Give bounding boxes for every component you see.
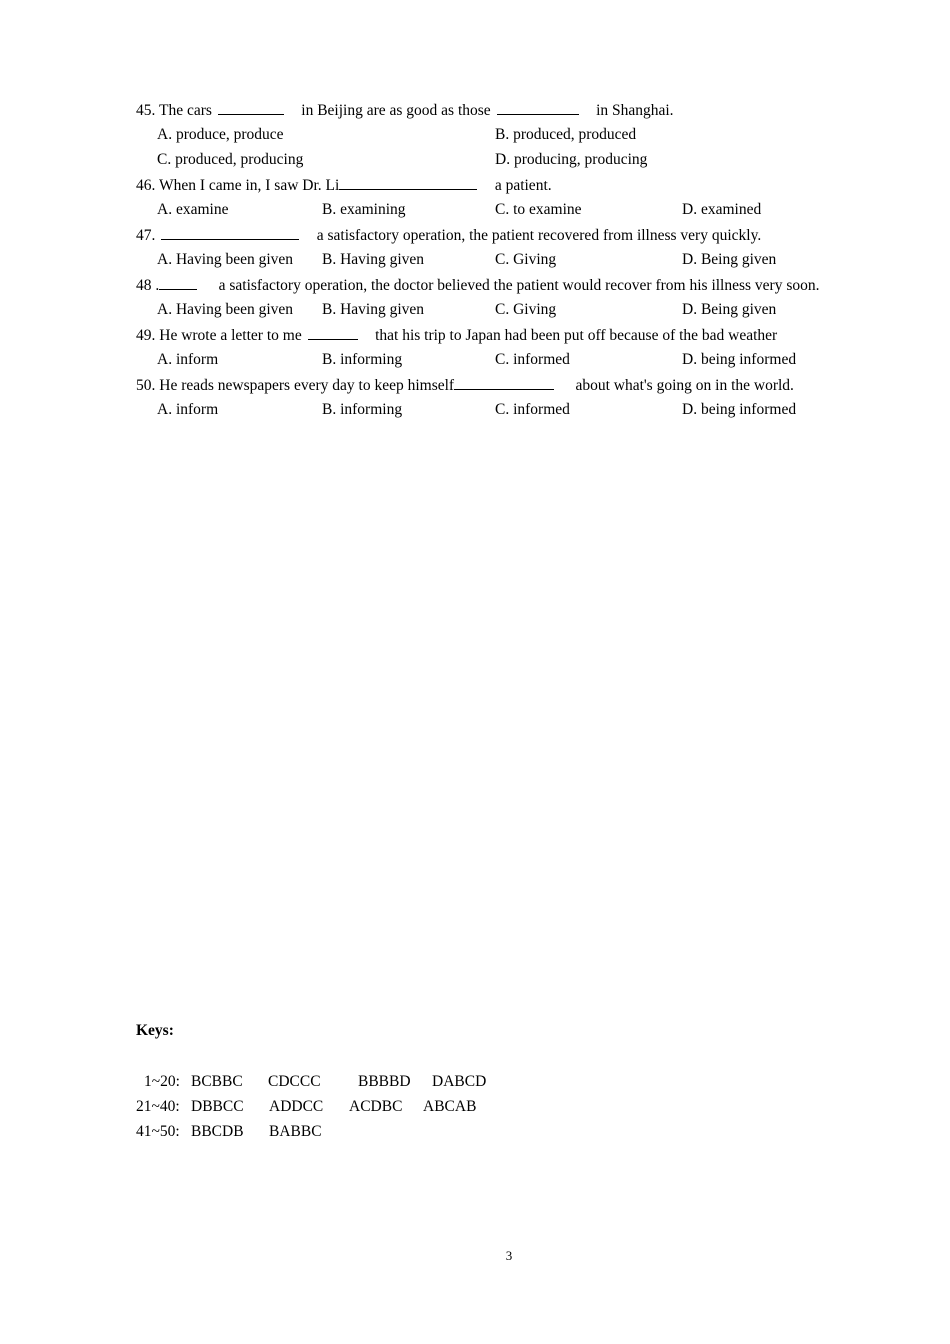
option-c: C. to examine <box>495 201 582 218</box>
key-row-3: 41~50: <box>136 1123 180 1140</box>
option-c: C. Giving <box>495 301 557 318</box>
option-c: C. informed <box>495 351 570 368</box>
key-row-1: 1~20: <box>144 1073 180 1090</box>
question-46-stem: 46. When I came in, I saw Dr. Li a patient. <box>136 177 552 194</box>
option-a: A. Having been given <box>157 251 294 268</box>
answer-blank <box>454 375 554 390</box>
option-b: B. examining <box>322 201 406 218</box>
option-b: B. informing <box>322 401 403 418</box>
answer-blank <box>497 100 579 115</box>
answer-blank <box>339 175 477 190</box>
question-47-stem: 47. a satisfactory operation, the patient recovered from illness very quickly. <box>136 227 762 244</box>
key-group: BCBBC <box>191 1073 243 1090</box>
option-d: D. Being given <box>682 251 777 268</box>
option-d: D. being informed <box>682 401 797 418</box>
option-a: A. Having been given <box>157 301 294 318</box>
answer-blank <box>159 275 197 290</box>
key-group: CDCCC <box>268 1073 321 1090</box>
key-group: DBBCC <box>191 1098 244 1115</box>
question-49-stem: 49. He wrote a letter to me that his trip to Japan had been put off because of the bad weather <box>136 327 778 344</box>
answer-blank <box>218 100 284 115</box>
option-c: C. Giving <box>495 251 557 268</box>
key-group: DABCD <box>432 1073 487 1090</box>
option-c: C. informed <box>495 401 570 418</box>
option-d: D. producing, producing <box>495 151 648 168</box>
answer-blank <box>161 225 299 240</box>
key-group: BABBC <box>269 1123 322 1140</box>
question-48-stem: 48 . a satisfactory operation, the doctor believed the patient would recover from his illness very soon. <box>136 277 820 294</box>
keys-heading: Keys: <box>136 1022 174 1039</box>
option-a: A. examine <box>157 201 229 218</box>
option-b: B. Having given <box>322 301 425 318</box>
option-d: D. Being given <box>682 301 777 318</box>
key-group: ADDCC <box>269 1098 324 1115</box>
option-a: A. inform <box>157 401 219 418</box>
option-d: D. being informed <box>682 351 797 368</box>
question-50-stem: 50. He reads newspapers every day to keep himself about what's going on in the world. <box>136 377 794 394</box>
answer-blank <box>308 325 358 340</box>
option-d: D. examined <box>682 201 762 218</box>
option-b: B. produced, produced <box>495 126 637 143</box>
option-b: B. Having given <box>322 251 425 268</box>
option-a: A. inform <box>157 351 219 368</box>
option-b: B. informing <box>322 351 403 368</box>
key-group: BBCDB <box>191 1123 244 1140</box>
key-group: ABCAB <box>423 1098 477 1115</box>
key-row-2: 21~40: <box>136 1098 180 1115</box>
option-c: C. produced, producing <box>157 151 304 168</box>
option-a: A. produce, produce <box>157 126 284 143</box>
question-45-stem: 45. The cars in Beijing are as good as those in Shanghai. <box>136 102 674 119</box>
page-number: 3 <box>505 1248 513 1263</box>
key-group: ACDBC <box>349 1098 403 1115</box>
key-group: BBBBD <box>358 1073 411 1090</box>
